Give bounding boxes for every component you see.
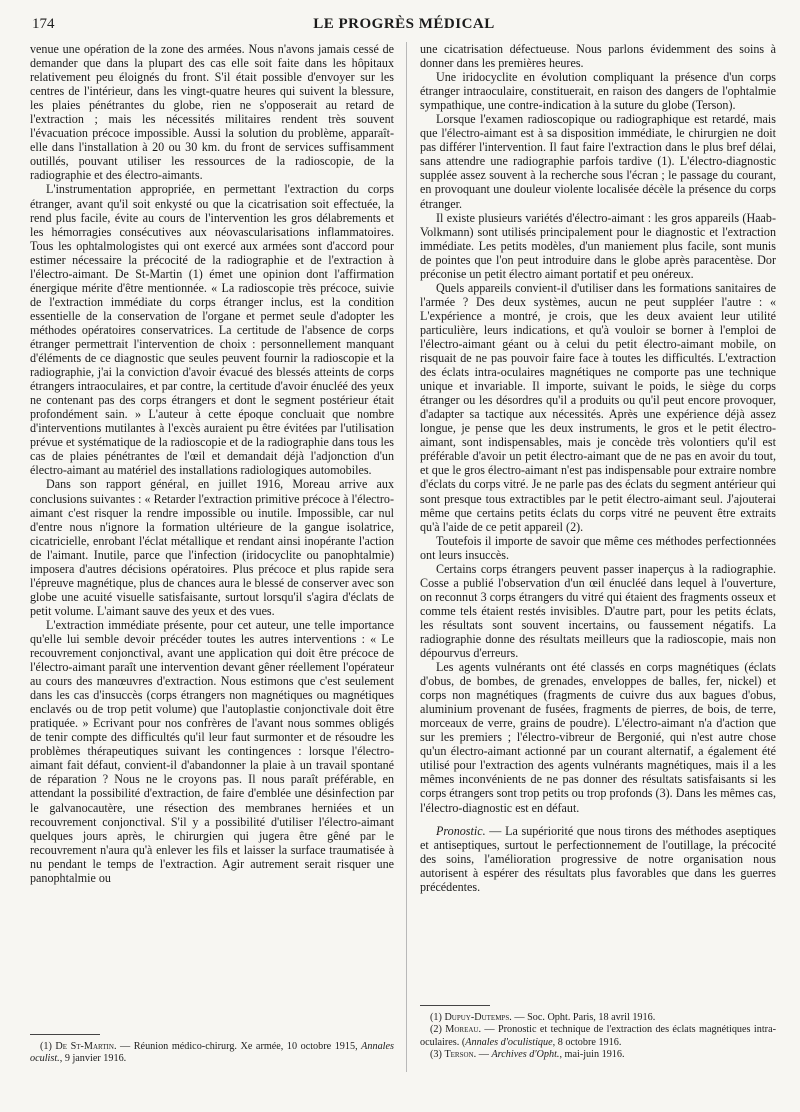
- page-number: 174: [32, 16, 55, 32]
- footnote: (2) Moreau. — Pronostic et technique de l'extraction des éclats magnétiques intra-oculaires. (Annales d'oculistique, 8 octobre 1916.: [420, 1024, 776, 1048]
- prognosis-paragraph: [420, 824, 776, 894]
- prognosis-text: — La supériorité que nous tirons des méthodes aseptiques et antiseptiques, surtout le perfectionnement de l'outillage, la précocité des soins, l'amélioration progressive de notre organisation nous autorisent à espérer des résultats plus favorables que dans les guerres précédentes.: [420, 823, 776, 894]
- journal-title: LE PROGRÈS MÉDICAL: [313, 16, 495, 32]
- footnote: (3) Terson. — Archives d'Opht., mai-juin 1916.: [430, 1048, 625, 1060]
- footnotes-right: [420, 1005, 776, 1061]
- footnote: (1) De St-Martin. — Réunion médico-chirurg. Xe armée, 10 octobre 1915, Annales oculist., 9 janvier 1916.: [30, 1041, 394, 1065]
- footnote-author: Dupuy-Dutemps: [444, 1012, 510, 1023]
- paragraph: Quels appareils convient-il d'utiliser dans les formations sanitaires de l'armée ? Des deux systèmes, aucun ne peut suppléer l'autre : « L'expérience a montré, je crois, que les deux avaient leur utilité particulière, leurs indications, et qu'à vouloir se borner à l'emploi de l'électro-aimant géant ou à celui du petit électro-aimant mobile, on risquait de ne pas pouvoir faire face à toutes les difficultés. L'extraction des éclats intra-oculaires magnétiques ne comporte pas une technique unique et invariable. Il importe, suivant le poids, le siège du corps étranger ou les désordres qu'il a produits ou qu'il peut encore provoquer, d'adapter sa tactique aux nécessités. Après une expérience déjà assez longue, je pense que les deux instruments, le gros et le petit électro-aimant, sont indispensables, mais je concède très volontiers qu'il est préférable d'avoir un petit électro-aimant que de ne pas en avoir du tout, et que le gros électro-aimant n'est pas indispensable pour extraire nombre d'éclats du corps vitré. Je ne parle pas des éclats du segment antérieur qui sont presque tous extractibles par le petit électro-aimant seul. J'ajouterai même que certains petits éclats du corps vitré ne peuvent être extraits qu'à l'aide de ce petit appareil (2).: [420, 280, 776, 534]
- paragraph: Dans son rapport général, en juillet 1916, Moreau arrive aux conclusions suivantes : « Retarder l'extraction primitive précoce à l'électro-aimant c'est risquer la rendre impossible ou inutile. Impossible, car nul d'entre nous n'ignore la formation ultérieure de la gangue isolatrice, cicatricielle, enrobant l'éclat métallique et rendant ainsi inopérante l'action de l'aimant. Inutile, parce que l'infection (iridocyclite ou panophtalmie) imposera d'autres décisions opératoires. Plus précoce et plus rapide sera l'épreuve magnétique, plus de chances aura le blessé de conserver avec son globe une acuité visuelle satisfaisante, surtout lorsqu'il s'agira d'éclats de petit volume. L'aimant sauve des yeux et des vues.: [30, 477, 395, 618]
- footnote-source: Archives d'Opht.: [491, 1048, 560, 1060]
- paragraph: Les agents vulnérants ont été classés en corps magnétiques (éclats d'obus, de bombes, de grenades, enveloppes de balles, fer, nickel) et corps non magnétiques (fragments de cuivre dus aux bagues d'obus, aluminium provenant de fusées, fragments de pierres, de bois, de terre, morceaux de verre, grains de poudre). L'électro-aimant n'a d'action que sur les premiers ; l'électro-vibreur de Bergonié, qui n'est autre chose qu'un électro-aimant actionné par un courant alternatif, a également été utilisé pour l'extraction des agents vulnérants magnétiques, mais il a les mêmes inconvénients de ne pas donner des résultats satisfaisants si les corps étrangers sont trop petits ou trop profonds (3). Dans les mêmes cas, l'électro-diagnostic est en défaut.: [420, 660, 776, 815]
- paragraph: une cicatrisation défectueuse. Nous parlons évidemment des soins à donner dans les premières heures.: [420, 42, 776, 71]
- paragraph: L'instrumentation appropriée, en permettant l'extraction du corps étranger, avant qu'il soit enkysté ou que la cicatrisation soit effectuée, la rend plus facile, évite au cours de l'intervention les gros délabrements et les hémorragies consécutives aux néovascularisations inflammatoires. Tous les ophtalmologistes qui ont exercé aux armées sont d'accord pour estimer nécessaire la précocité de la radiographie et de l'extraction à l'électro-aimant. De St-Martin (1) émet une opinion dont l'affirmation énergique mérite d'être mentionnée. « La radioscopie très précoce, suivie de l'extraction immédiate du corps étranger inclus, est la condition essentielle de la conservation de l'organe et permet seule d'adopter les méthodes opératoires conservatrices. La certitude de l'absence de corps étranger permettrait l'intervention de choix : personnellement manquant d'éléments de ce diagnostic que seules peuvent fournir la radioscopie et la radiographie, j'ai la conviction d'avoir évacué des blessés atteints de corps étrangers intraoculaires, et par contre, la certitude d'avoir énucléé des yeux ne contenant pas des corps étrangers et dont le segment postérieur était profondément sain. » L'auteur à cette époque concluait que nombre d'interventions mutilantes à l'excès auraient pu être évitées par l'utilisation prévue et systématique de la radioscopie et de la radiographie dans tous les cas de plaies pénétrantes de l'œil et demandait déjà l'adjonction d'un électro-aimant au matériel des installations radiologiques automobiles.: [30, 182, 394, 478]
- footnote-rule: [420, 1005, 490, 1006]
- paragraph: Certains corps étrangers peuvent passer inaperçus à la radiographie. Cosse a publié l'observation d'un œil énucléé dans lequel à l'ouverture, on reconnut 3 corps étrangers du vitré qui étaient des fragments osseux et comme tels étaient restés invisibles. D'autre part, pour les petits éclats, les résultats sont souvent incertains, ou faussement négatifs. La radiographie donne des résultats meilleurs que la radioscopie, mais non dépourvus d'erreurs.: [420, 561, 776, 661]
- footnote-author: Moreau: [445, 1024, 479, 1036]
- footnote-author: Terson: [444, 1048, 474, 1060]
- paragraph: Toutefois il importe de savoir que même ces méthodes perfectionnées ont leurs insuccès.: [420, 533, 776, 562]
- paragraph: venue une opération de la zone des armées. Nous n'avons jamais cessé de demander que dans la plupart des cas elle soit faite dans les hôpitaux relativement peu éloignés du front. S'il était possible d'envoyer sur les centres de l'intérieur, dans les vingt-quatre heures qui suivent la blessure, les plaies pénétrantes du globe, rien ne s'opposerait au retard de l'extraction ; mais les nécessités militaires rendent très souvent l'évacuation précoce impossible. Aussi la solution du problème, apparaît-elle dans l'installation à 20 ou 30 km. du front de services suffisamment outillés, pouvant utiliser les ressources de la radioscopie, de la radiographie et des électro-aimants.: [30, 42, 394, 183]
- footnote-source: Annales oculist.: [30, 1041, 394, 1065]
- column-divider: [406, 42, 407, 1072]
- paragraph: L'extraction immédiate présente, pour cet auteur, une telle importance qu'elle lui semble devoir précéder toutes les autres interventions : « Le recouvrement conjonctival, avant une application qui doit être précoce de l'électro-aimant paraît une intervention devant gêner réellement l'opérateur au cours des manœuvres d'extraction. Nous estimons que c'est seulement dans les cas d'insuccès (corps étrangers non magnétiques ou magnétiques enclavés ou de trop petit volume) que l'autoplastie conjonctivale doit être pratiquée. » Ecrivant pour nos confrères de l'avant nous sommes obligés de tenir compte des difficultés qu'il leur faut surmonter et de résoudre les problèmes thérapeutiques suivant les contingences : lorsque l'électro-aimant fait défaut, convient-il d'abandonner la plaie à un travail spontané de réparation ? Nous ne le croyons pas. Il nous paraît préférable, en attendant la possibilité d'extraction, de faire d'emblée une désinfection par le galvanocautère, une résection des membranes herniées et un recouvrement conjonctival. S'il y a possibilité d'utiliser l'électro-aimant quelques jours après, le chirurgien qui jugera être gêné par le recouvrement n'aura qu'à enlever les fils et laisser la surface traumatisée à nu pendant le temps de l'extraction. Agir autrement serait risquer une panophtalmie ou: [30, 617, 394, 885]
- footnotes-left: [30, 1034, 394, 1066]
- right-column: [420, 42, 776, 894]
- paragraph: Une iridocyclite en évolution compliquant la présence d'un corps étranger intraoculaire, constituerait, en raison des dangers de l'ophtalmie sympathique, une contre-indication à la suture du globe (Terson).: [420, 70, 776, 113]
- footnote: (1) Dupuy-Dutemps. — Soc. Opht. Paris, 18 avril 1916.: [430, 1012, 656, 1023]
- page-header: [30, 14, 778, 36]
- paragraph: Lorsque l'examen radioscopique ou radiographique est retardé, mais que l'électro-aimant est à sa disposition immédiate, le chirurgien ne doit pas différer l'intervention. Il faut faire l'extraction dans le plus bref délai, sans attendre une radiographie parfois tardive (1). L'électro-diagnostic supplée assez souvent à la recherche sous l'écran ; le passage du courant, en provoquant une douleur violente localisée décèle la présence du corps étranger.: [420, 112, 776, 211]
- footnote-source: Annales d'oculistique: [465, 1036, 553, 1048]
- footnote-rule: [30, 1034, 100, 1035]
- left-column: [30, 42, 394, 885]
- prognosis-label: Pronostic.: [436, 823, 486, 838]
- paragraph: Il existe plusieurs variétés d'électro-aimant : les gros appareils (Haab-Volkmann) sont utilisés principalement pour le diagnostic et l'extraction immédiate. Les petits modèles, d'un maniement plus facile, sont munis de pointes que l'on peut introduire dans le globe après paracentèse. Dor préconise un petit électro aimant portatif et peu onéreux.: [420, 210, 776, 281]
- footnote-author: De St-Martin: [55, 1041, 114, 1052]
